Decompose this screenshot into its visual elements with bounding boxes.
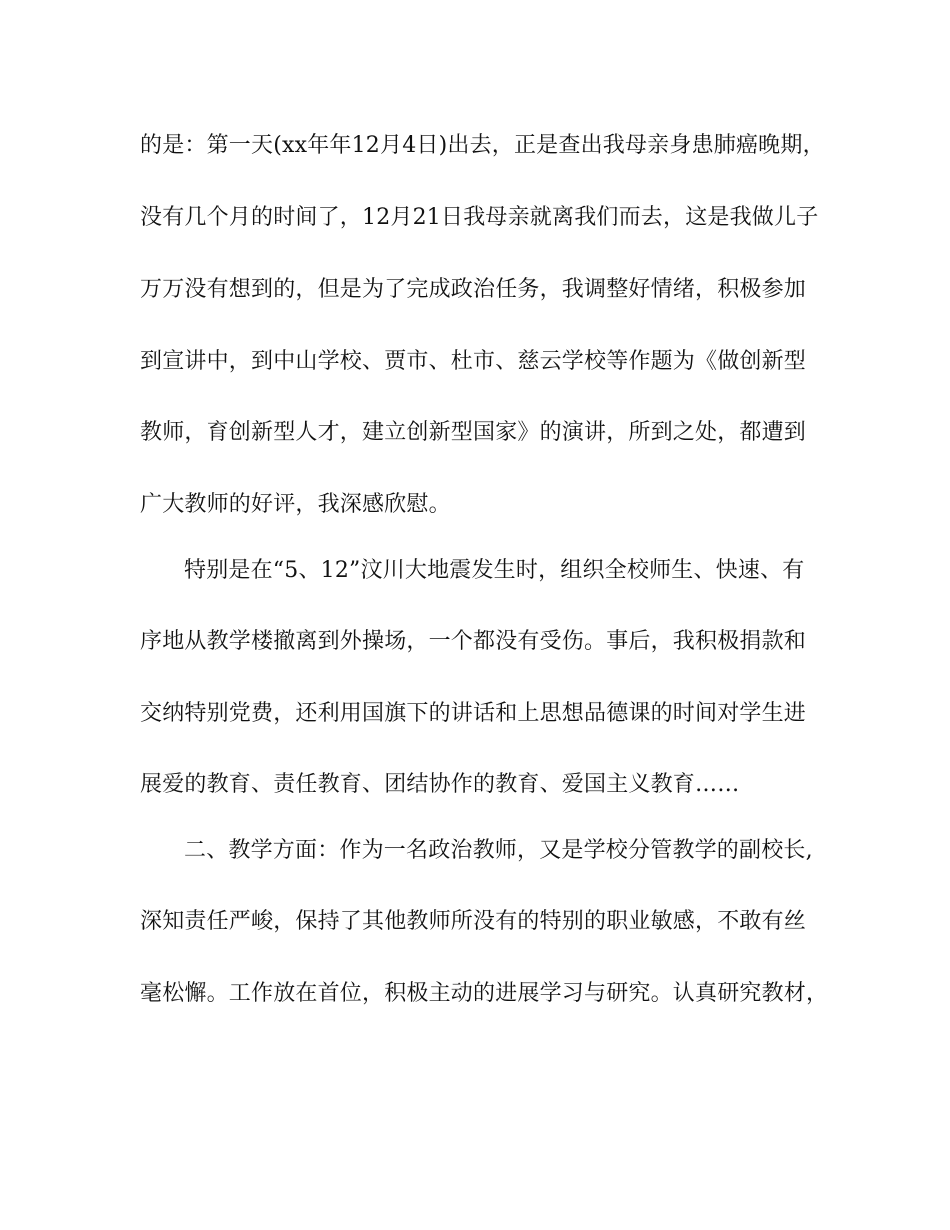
text-line: 毫松懈。工作放在首位，积极主动的进展学习与研究。认真研究教材， [140,981,829,1006]
text-line: 到宣讲中，到中山学校、贾市、杜市、慈云学校等作题为《做创新型 [140,349,807,374]
text-line: 序地从教学楼撤离到外操场，一个都没有受伤。事后，我积极捐款和 [140,629,807,654]
text-line: 的是：第一天(xx年年12月4日)出去，正是查出我母亲身患肺癌晚期， [140,133,825,158]
text-line: 二、教学方面：作为一名政治教师，又是学校分管教学的副校长, [184,838,813,863]
text-line: 特别是在“5、12”汶川大地震发生时，组织全校师生、快速、有 [184,558,805,583]
text-line: 广大教师的好评，我深感欣慰。 [140,492,451,517]
text-line: 深知责任严峻，保持了其他教师所没有的特别的职业敏感，不敢有丝 [140,909,807,934]
text-line: 展爱的教育、责任教育、团结协作的教育、爱国主义教育…… [140,772,740,797]
text-line: 万万没有想到的，但是为了完成政治任务，我调整好情绪，积极参加 [140,277,807,302]
text-line: 没有几个月的时间了，12月21日我母亲就离我们而去，这是我做儿子 [140,205,819,230]
text-line: 交纳特别党费，还利用国旗下的讲话和上思想品德课的时间对学生进 [140,701,807,726]
text-line: 教师，育创新型人才，建立创新型国家》的演讲，所到之处，都遭到 [140,420,807,445]
